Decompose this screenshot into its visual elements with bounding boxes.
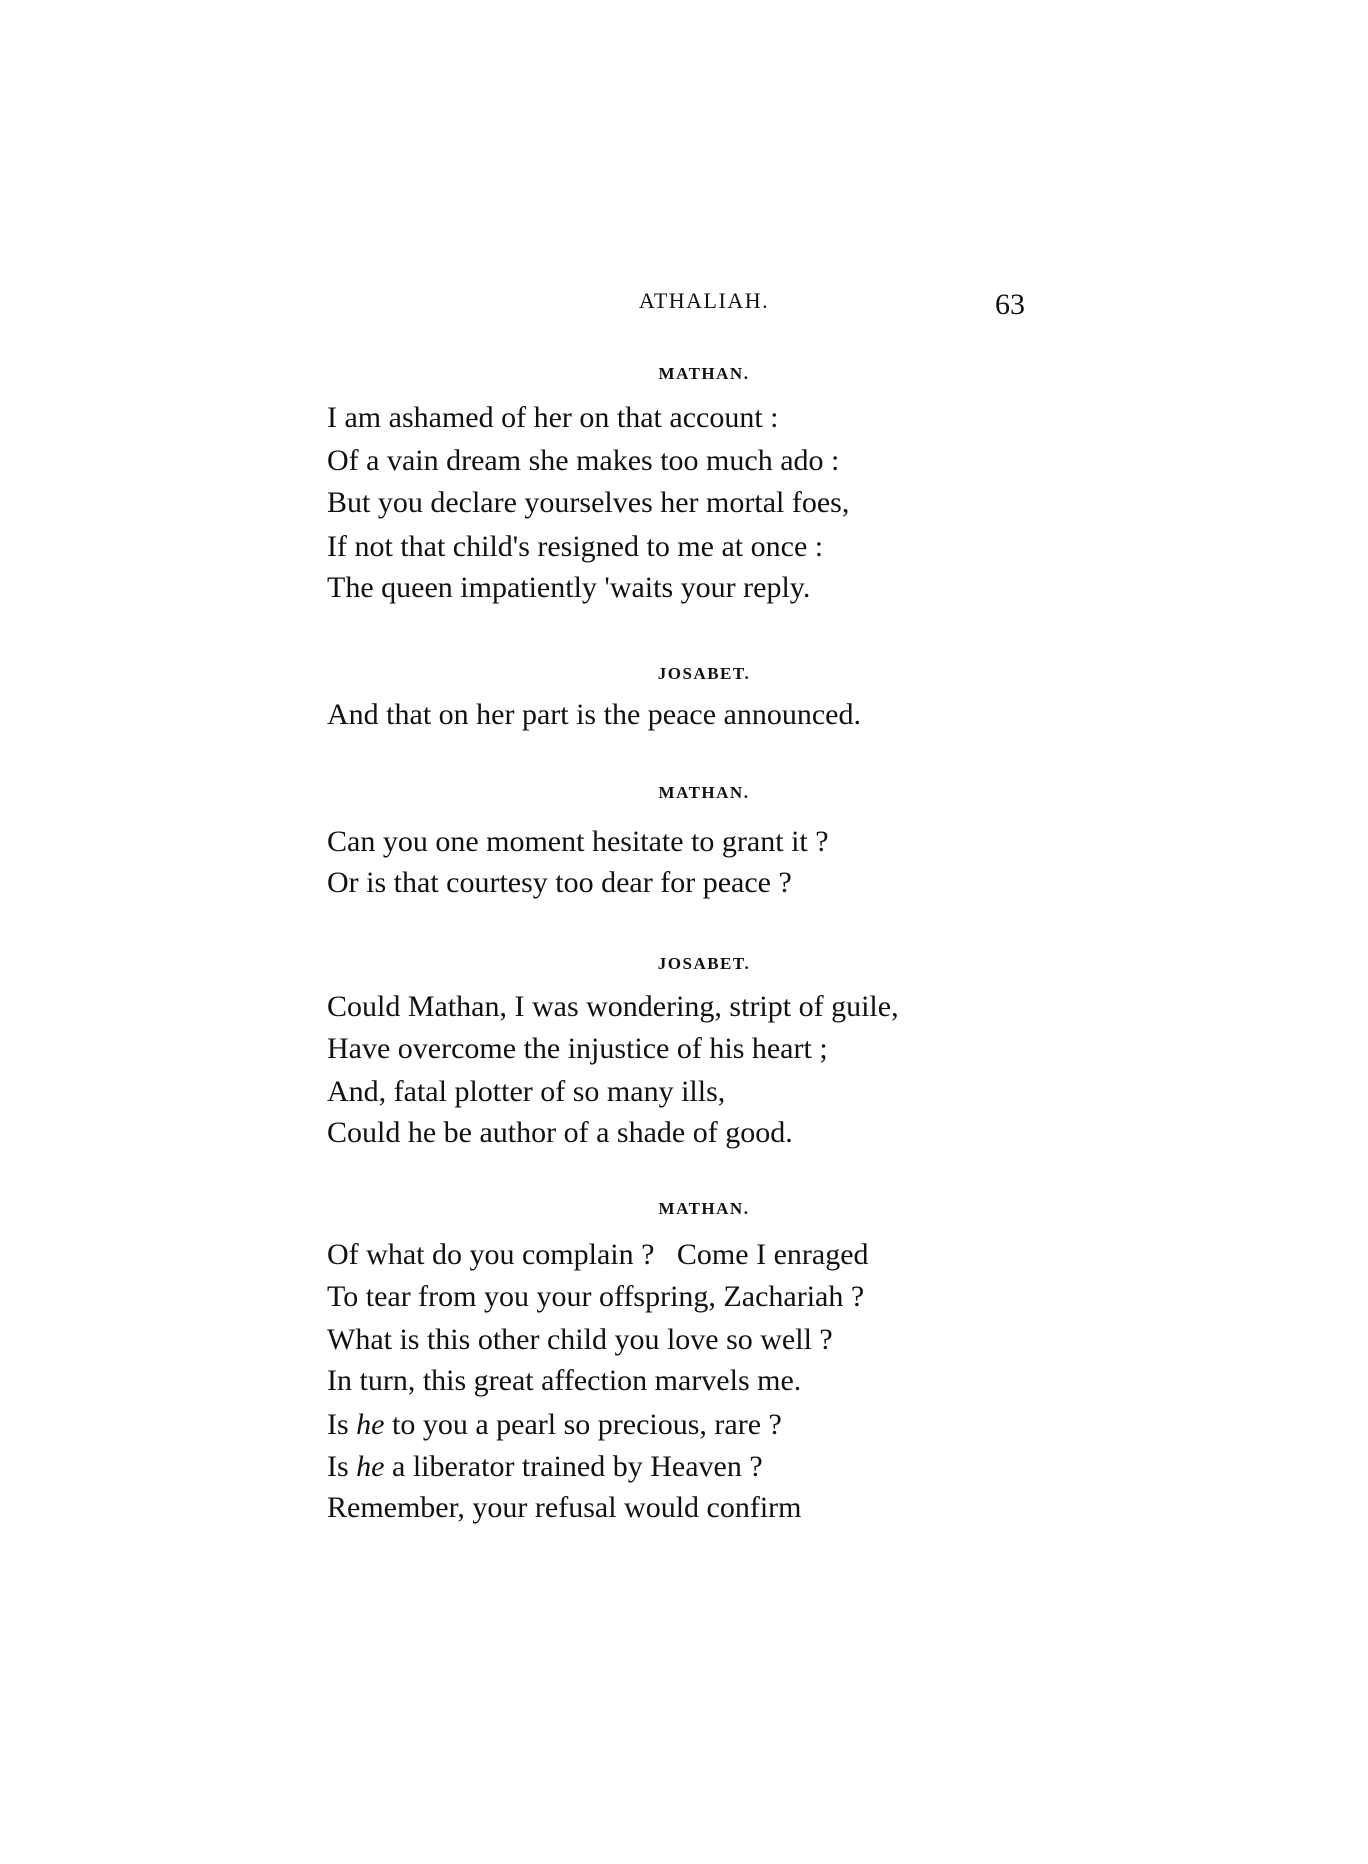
verse-line: What is this other child you love so well ?: [327, 1323, 833, 1356]
page-number: 63: [995, 288, 1025, 321]
verse-line: I am ashamed of her on that account :: [327, 401, 779, 434]
verse-line: Can you one moment hesitate to grant it ?: [327, 825, 829, 858]
verse-line: And that on her part is the peace announced.: [327, 698, 861, 731]
verse-line: In turn, this great affection marvels me.: [327, 1364, 802, 1397]
speaker-name: JOSABET.: [657, 664, 751, 683]
verse-line: Or is that courtesy too dear for peace ?: [327, 866, 792, 899]
speaker-name: MATHAN.: [658, 364, 750, 383]
verse-line: But you declare yourselves her mortal foes,: [327, 486, 850, 519]
verse-line: Could Mathan, I was wondering, stript of guile,: [327, 990, 899, 1023]
verse-line: Could he be author of a shade of good.: [327, 1116, 793, 1149]
verse-line: And, fatal plotter of so many ills,: [327, 1075, 726, 1108]
verse-line: Remember, your refusal would confirm: [327, 1491, 802, 1524]
speaker-name: MATHAN.: [658, 783, 750, 802]
verse-line: If not that child's resigned to me at once :: [327, 530, 824, 563]
verse-line: Is he a liberator trained by Heaven ?: [327, 1450, 763, 1483]
verse-line: Is he to you a pearl so precious, rare ?: [327, 1408, 782, 1441]
verse-line: To tear from you your offspring, Zachariah ?: [327, 1280, 865, 1313]
verse-line: Of what do you complain ? Come I enraged: [327, 1238, 869, 1271]
running-title: ATHALIAH.: [638, 288, 770, 313]
speaker-name: MATHAN.: [658, 1199, 750, 1218]
verse-line: Have overcome the injustice of his heart ;: [327, 1032, 828, 1065]
verse-line: The queen impatiently 'waits your reply.: [327, 571, 811, 604]
speaker-name: JOSABET.: [657, 954, 751, 973]
verse-line: Of a vain dream she makes too much ado :: [327, 444, 840, 477]
